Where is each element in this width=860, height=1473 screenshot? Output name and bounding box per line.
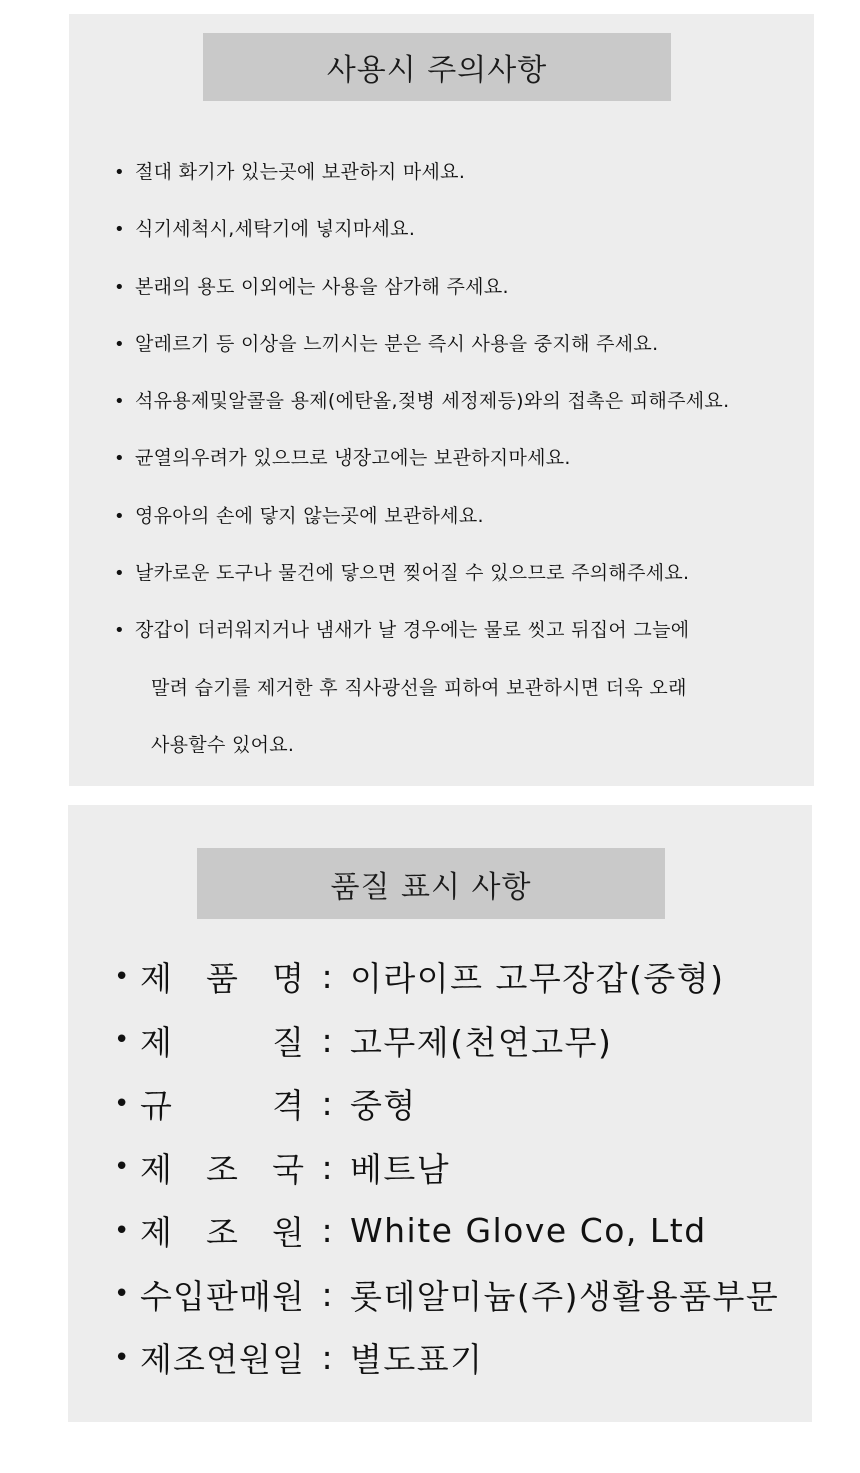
quality-value: 중형 [350,1086,417,1126]
caution-panel [69,14,814,786]
quality-value: 롯데알미늄(주)생활용품부문 [350,1276,780,1316]
quality-list [114,945,779,1390]
quality-panel [68,805,812,1422]
bullet-icon: • [114,563,125,585]
quality-label-char: 연 [206,1340,238,1380]
bullet-icon: • [114,448,125,470]
quality-label-char: 제 [140,1213,172,1253]
caution-item [113,144,813,201]
bullet-icon: • [114,1279,130,1310]
quality-label-char: 원 [272,1276,304,1316]
quality-item [114,1072,779,1136]
quality-label-char: 일 [272,1340,304,1380]
caution-text: 본래의 용도 이외에는 사용을 삼가해 주세요. [135,275,509,298]
quality-item [114,1136,779,1200]
caution-text-continued: 말려 습기를 제거한 후 직사광선을 피하여 보관하시면 더욱 오래 [151,676,687,699]
caution-text: 날카로운 도구나 물건에 닿으면 찢어질 수 있으므로 주의해주세요. [135,562,690,585]
quality-label-char: 조 [206,1213,238,1253]
bullet-icon: • [114,391,125,413]
quality-label-char: 제 [140,959,172,999]
quality-label-char: 국 [272,1149,304,1189]
caution-list [113,144,813,774]
caution-item [113,201,813,258]
bullet-icon: • [114,162,125,183]
caution-item [113,373,813,430]
quality-label-char: 원 [272,1213,304,1253]
caution-item [113,430,813,487]
bullet-icon: • [114,961,130,992]
caution-text: 장갑이 더러워지거나 냄새가 날 경우에는 물로 씻고 뒤집어 그늘에 [135,619,690,642]
quality-value: 이라이프 고무장갑(중형) [350,959,725,999]
bullet-icon: • [114,1025,130,1056]
quality-label-char: 판 [206,1276,238,1316]
quality-colon: : [321,1338,333,1378]
caution-item [113,259,813,316]
bullet-icon: • [114,1088,130,1119]
bullet-icon: • [114,620,125,642]
quality-label-char: 명 [272,959,304,999]
quality-item [114,1326,779,1390]
quality-colon: : [321,1084,333,1124]
bullet-icon: • [114,505,125,527]
bullet-icon: • [114,276,125,298]
quality-colon: : [321,1211,333,1251]
caution-text-continued: 사용할수 있어요. [151,733,295,756]
quality-item [114,945,779,1009]
quality-colon: : [321,1020,333,1060]
bullet-icon: • [114,1152,130,1183]
quality-label-char: 규 [140,1086,172,1126]
quality-label-char: 제 [140,1149,172,1189]
bullet-icon: • [114,1342,130,1373]
quality-title: 품질 표시 사항 [197,848,665,919]
quality-label-char: 입 [173,1276,205,1316]
caution-text: 영유아의 손에 닿지 않는곳에 보관하세요. [135,504,484,527]
quality-label-char: 제 [140,1340,172,1380]
caution-item [113,545,813,602]
caution-text: 균열의우려가 있으므로 냉장고에는 보관하지마세요. [135,447,571,470]
quality-label [140,1017,304,1064]
quality-colon: : [321,957,333,997]
quality-label-char: 격 [272,1086,304,1126]
quality-label [140,1271,304,1318]
quality-label [140,1207,304,1254]
quality-value: White Glove Co, Ltd [350,1211,707,1251]
quality-label-char: 원 [239,1340,271,1380]
quality-label-char: 수 [140,1276,172,1316]
bullet-icon: • [114,333,125,355]
caution-item [113,488,813,545]
quality-colon: : [321,1274,333,1314]
quality-item [114,1263,779,1327]
caution-text: 알레르기 등 이상을 느끼시는 분은 즉시 사용을 중지해 주세요. [135,332,659,355]
quality-label-char: 질 [272,1022,304,1062]
caution-title: 사용시 주의사항 [203,33,671,101]
quality-label [140,1334,304,1381]
quality-label-char: 조 [173,1340,205,1380]
quality-value: 별도표기 [350,1340,484,1380]
bullet-icon: • [114,1215,130,1246]
caution-text: 석유용제및알콜을 용제(에탄올,젖병 세정제등)와의 접촉은 피해주세요. [135,390,730,413]
quality-label [140,1080,304,1127]
quality-colon: : [321,1147,333,1187]
quality-label-char: 조 [206,1149,238,1189]
quality-value: 베트남 [350,1149,451,1189]
caution-item [113,316,813,373]
quality-item [114,1009,779,1073]
caution-text: 식기세척시,세탁기에 넣지마세요. [135,218,416,241]
quality-label [140,953,304,1000]
caution-text: 절대 화기가 있는곳에 보관하지 마세요. [135,161,466,183]
quality-item [114,1199,779,1263]
quality-label-char: 품 [206,959,238,999]
bullet-icon: • [114,219,125,241]
quality-label-char: 제 [140,1022,172,1062]
caution-item [113,602,813,774]
quality-label-char: 매 [239,1276,271,1316]
quality-label [140,1144,304,1191]
quality-value: 고무제(천연고무) [350,1022,613,1062]
